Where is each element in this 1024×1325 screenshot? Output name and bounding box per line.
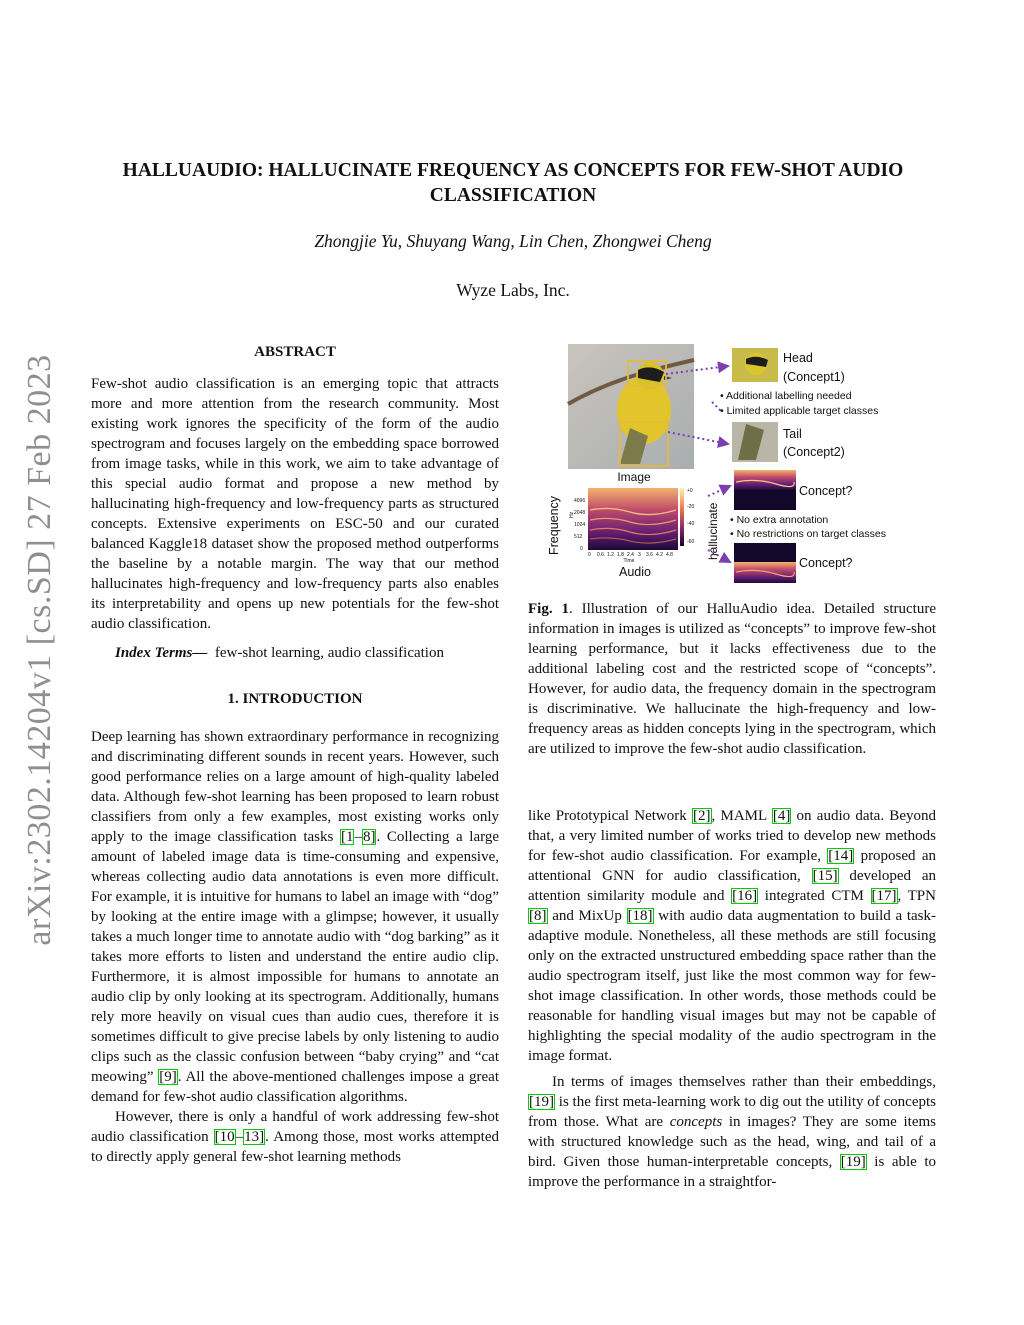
x-tick: 3 — [638, 552, 641, 558]
audio-bullet-1: • No extra annotation — [730, 514, 829, 526]
head-label: Head — [783, 351, 813, 365]
citation-link[interactable]: [15] — [812, 868, 838, 884]
right-p2-text: is the first meta-learning work to dig out the utility of concepts from those. What are — [528, 1094, 936, 1130]
intro-p2-text-a: However, there is only a handful of work addressing few-shot audio classification — [91, 1109, 499, 1145]
right-p2-text: is able to improve the performance in a straightfor- — [528, 1154, 937, 1190]
right-p2-emphasis: concepts — [669, 1114, 723, 1130]
image-bullet-1: • Additional labelling needed — [720, 390, 852, 402]
arxiv-sidebar — [14, 350, 66, 950]
citation-link[interactable]: [1 — [340, 829, 354, 845]
abstract-heading: ABSTRACT — [254, 344, 336, 360]
hallucinate-label: hallucinate — [706, 502, 720, 560]
right-p1-text: on audio data. Beyond that, a very limited number of works tried to develop new methods for few-shot audio classification. For example, — [528, 808, 936, 864]
caption-label: Fig. 1 — [528, 601, 569, 617]
citation-link[interactable]: [19] — [529, 1094, 554, 1110]
concept-question-2: Concept? — [799, 556, 853, 570]
index-terms — [91, 643, 499, 663]
colorbar-tick: -20 — [687, 504, 695, 510]
x-tick: 4.2 — [656, 552, 663, 558]
intro-p1-text-c: . All the above-mentioned challenges impose a great demand for few-shot audio classification algorithms. — [91, 1069, 500, 1105]
bird-photo — [568, 344, 694, 469]
x-tick: 0 — [588, 552, 591, 558]
y-tick: 1024 — [574, 522, 586, 528]
intro-p1-text-b: . Collecting a large amount of labeled image data is time-consuming and expensive, whereas collecting audio data annotations is even more difficult. For example, it is intuitive for humans to label an image with “dog” by looking at the entire image with a glimpse; however, it usually takes a much longer time to annotate audio with “dog barking” as it takes more efforts to listen and understand the entire audio clip. Furthermore, it is almost impossible for humans to annotate an audio clip by only looking at its spectrogram. Additionally, humans rely more heavily on visual cues than audio cues, therefore it is sometimes difficult to give precise labels by only listening to audio clips such as the classic confusion between “baby crying” and “cat meowing” — [91, 829, 500, 1085]
right-p1-text: and MixUp — [547, 908, 627, 924]
x-tick: 1.8 — [617, 552, 624, 558]
x-tick: 2.4 — [627, 552, 634, 558]
introduction-heading: 1. INTRODUCTION — [227, 691, 363, 707]
right-p2-text: in images? They are some items with structured knowledge such as the head, wing, and tail of a bird. Given those human-interpretable concepts, — [528, 1114, 936, 1170]
concept-question-1: Concept? — [799, 484, 853, 498]
image-label: Image — [617, 470, 651, 484]
right-p1-text: , TPN — [897, 888, 936, 904]
right-p1-text: with audio data augmentation to build a task-adaptive module. Nonetheless, all these methods are still focusing only on the extracted unstructured embedding space rather than the audio spectrogram itself, just like the most common way for few-shot image classification. In other words, those methods could be reasonable for handling visual images but may not be capable of highlighting the special modality of the audio spectrogram in the image format. — [528, 908, 936, 1064]
authors: Zhongjie Yu, Shuyang Wang, Lin Chen, Zhongwei Cheng — [314, 231, 712, 251]
arxiv-identifier: arXiv:2302.14204v1 [cs.SD] 27 Feb 2023 — [21, 354, 58, 946]
intro-paragraph-1 — [91, 727, 499, 1107]
y-tick: 2048 — [574, 510, 586, 516]
image-bullet-2: • Limited applicable target classes — [720, 405, 879, 417]
colorbar-ticks — [687, 488, 694, 545]
high-frequency-crop — [734, 470, 796, 510]
y-tick: 512 — [574, 534, 583, 540]
right-p1-text: integrated CTM — [758, 888, 871, 904]
colorbar — [680, 488, 684, 546]
affiliation: Wyze Labs, Inc. — [456, 280, 570, 300]
high-freq-arrow — [708, 486, 730, 496]
figure-1 — [540, 340, 940, 585]
left-column — [91, 344, 499, 1167]
low-frequency-crop — [734, 543, 796, 583]
colorbar-tick: -40 — [687, 521, 695, 527]
intro-p1-text-a: Deep learning has shown extraordinary performance in recognizing and discriminating different sounds in recent years. However, such good performance relies on a large amount of high-quality labeled data. Although few-shot learning has been proposed to learn robust classifiers from only a few examples, most existing works only apply to the image classification tasks — [91, 729, 499, 845]
x-tick: 0.6 — [597, 552, 604, 558]
citation-link[interactable]: [19] — [840, 1154, 866, 1170]
citation-link[interactable]: 8] — [362, 829, 376, 845]
right-paragraph-1 — [528, 806, 936, 1066]
citation-link[interactable]: [9] — [159, 1069, 177, 1085]
citation-link[interactable]: [10 — [214, 1129, 235, 1145]
audio-label: Audio — [619, 565, 651, 579]
y-tick: 0 — [580, 546, 583, 552]
time-label: Time — [623, 558, 635, 564]
concept2-label: (Concept2) — [783, 445, 845, 459]
concept1-label: (Concept1) — [783, 370, 845, 384]
colorbar-tick: +0 — [687, 488, 693, 494]
citation-link[interactable]: [4] — [772, 808, 791, 824]
title-line-2: CLASSIFICATION — [429, 185, 597, 206]
citation-link[interactable]: [17] — [871, 888, 897, 904]
right-p1-text: , MAML — [711, 808, 772, 824]
spectrogram — [588, 488, 678, 550]
paper-title — [90, 158, 936, 208]
x-tick: 1.2 — [607, 552, 614, 558]
spectrogram-y-ticks — [574, 498, 585, 552]
audio-bullet-2: • No restrictions on target classes — [730, 528, 886, 540]
index-terms-label: Index Terms— — [115, 645, 208, 661]
right-p1-text: proposed an attentional GNN for audio classification, — [528, 848, 936, 884]
citation-link[interactable]: 13] — [244, 1129, 265, 1145]
index-terms-text: few-shot learning, audio classification — [214, 645, 444, 661]
right-p1-text: like Prototypical Network — [528, 808, 692, 824]
x-tick: 3.6 — [646, 552, 653, 558]
citation-link[interactable]: [16] — [732, 888, 758, 904]
title-line-1: HALLUAUDIO: HALLUCINATE FREQUENCY AS CONCEPTS FOR FEW-SHOT AUDIO — [122, 160, 904, 181]
frequency-label: Frequency — [547, 495, 561, 555]
y-tick: 4096 — [574, 498, 586, 504]
tail-label: Tail — [783, 427, 802, 441]
right-p1-text: developed an attention similarity module and — [528, 868, 936, 904]
right-paragraph-2 — [528, 1072, 936, 1192]
x-tick: 4.8 — [666, 552, 673, 558]
intro-paragraph-2 — [91, 1107, 499, 1167]
right-p2-text: In terms of images themselves rather than their embeddings, — [552, 1074, 936, 1090]
citation-link[interactable]: [8] — [529, 908, 547, 924]
figure-caption — [528, 599, 936, 759]
intro-p2-dash: – — [235, 1129, 244, 1145]
intro-p2-text-b: . Among those, most works attempted to directly apply general few-shot learning methods — [91, 1129, 499, 1165]
citation-link[interactable]: [2] — [693, 808, 711, 824]
abstract-text: Few-shot audio classification is an emerging topic that attracts more and more attention from the research community. Most existing work ignores the specificity of the form of the audio spectrogram and focuses largely on the embedding space borrowed from image tasks, while in this work, we aim to take advantage of this special audio format and propose a new method by hallucinating high-frequency and low-frequency parts as structured concepts. Extensive experiments on ESC-50 and our curated balanced Kaggle18 dataset show the proposed method outperforms the baseline by a notable margin. The way that our method hallucinates high-frequency and low-frequency parts also enables its interpretability and opens up new potentials for the few-shot audio classification. — [91, 376, 499, 632]
hz-label: Hz — [569, 511, 575, 518]
caption-text: . Illustration of our HalluAudio idea. Detailed structure information in images is utilized as “concepts” to improve few-shot learning performance, but it lacks effectiveness due to the additional labeling cost and the restricted scope of “concepts”. However, for audio data, the frequency domain in the spectrogram is discriminative. We hallucinate the high-frequency and low-frequency areas as hidden concepts lying in the spectrogram, which are utilized to improve the few-shot audio classification. — [528, 601, 936, 757]
intro-p1-dash: – — [354, 829, 362, 845]
colorbar-tick: -60 — [687, 539, 695, 545]
right-column — [528, 806, 936, 1192]
citation-link[interactable]: [18] — [627, 908, 653, 924]
citation-link[interactable]: [14] — [828, 848, 854, 864]
